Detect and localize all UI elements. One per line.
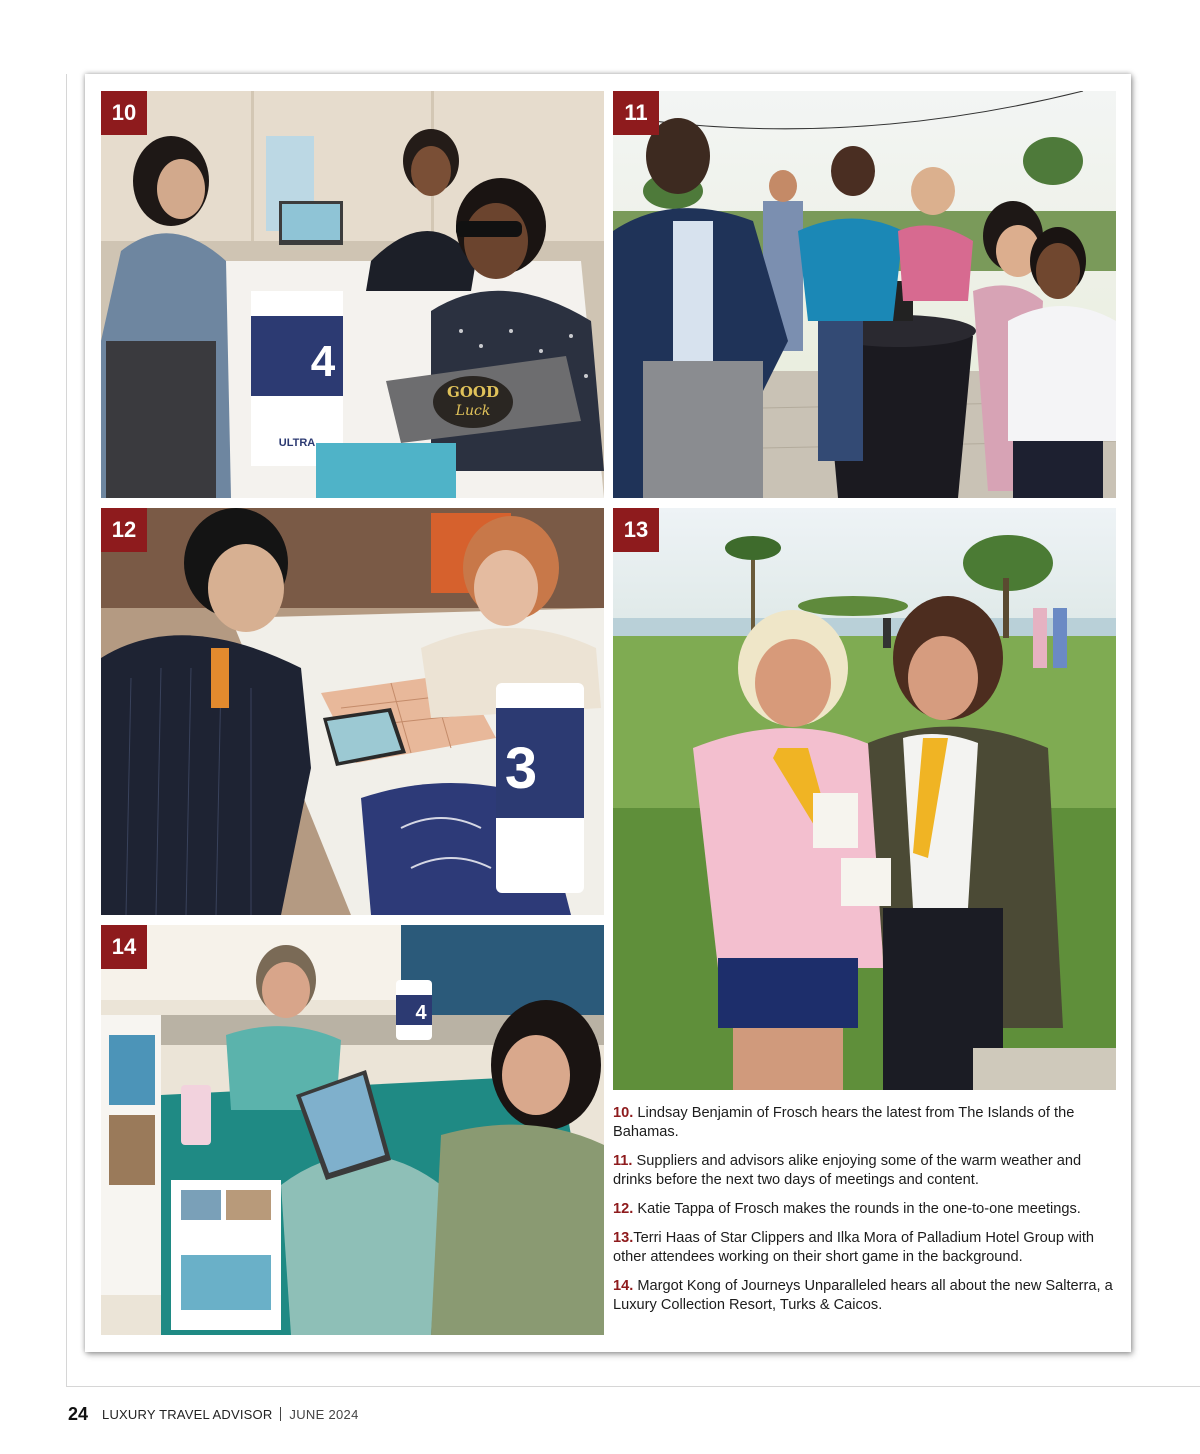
page-footer [68,1402,359,1426]
photo-captions [613,1104,1123,1325]
photo-14 [101,925,604,1335]
photo-12-image [101,508,604,915]
footer-divider [280,1407,281,1421]
caption-number: 11. [613,1153,633,1169]
caption-text: Katie Tappa of Frosch makes the rounds in the one-to-one meetings. [633,1201,1081,1217]
caption-number: 10. [613,1105,634,1121]
photo-10-image [101,91,604,498]
brand-label: ULTRA [278,437,316,449]
caption-number: 13. [613,1230,634,1246]
caption-text: Terri Haas of Star Clippers and Ilka Mora of Palladium Hotel Group with other attendees working on their short game in the background. [613,1230,1095,1265]
photo-13-image [613,508,1116,1090]
table-number-sign: 3 [504,736,538,801]
photo-number-badge: 10 [101,91,147,135]
laptop-sticker-text-2: Luck [455,403,491,419]
caption-13 [613,1229,1123,1267]
photo-number-badge: 13 [613,508,659,552]
caption-12 [613,1200,1123,1219]
photo-number-badge: 14 [101,925,147,969]
page-number: 24 [68,1403,89,1424]
photo-11 [613,91,1116,498]
caption-14 [613,1277,1123,1315]
photo-number-badge: 12 [101,508,147,552]
photo-10 [101,91,604,498]
photo-13 [613,508,1116,1090]
table-number-sign: 4 [415,1002,427,1024]
photo-14-image [101,925,604,1335]
caption-text: Suppliers and advisors alike enjoying some of the warm weather and drinks before the next two days of meetings and content. [613,1153,1082,1188]
caption-number: 14. [613,1278,634,1294]
photo-12 [101,508,604,915]
photo-number-badge: 11 [613,91,659,135]
caption-11 [613,1152,1123,1190]
footer-rule [66,1386,1200,1387]
caption-10 [613,1104,1123,1142]
caption-text: Margot Kong of Journeys Unparalleled hears all about the new Salterra, a Luxury Collection Resort, Turks & Caicos. [613,1278,1113,1313]
caption-text: Lindsay Benjamin of Frosch hears the latest from The Islands of the Bahamas. [613,1105,1075,1140]
issue-date: JUNE 2024 [289,1406,359,1422]
laptop-sticker-text: GOOD [447,383,499,401]
page-margin-rule [66,74,67,1386]
caption-number: 12. [613,1201,634,1217]
publication-name: LUXURY TRAVEL ADVISOR [102,1406,273,1422]
table-number-sign: 4 [310,337,336,386]
photo-11-image [613,91,1116,498]
